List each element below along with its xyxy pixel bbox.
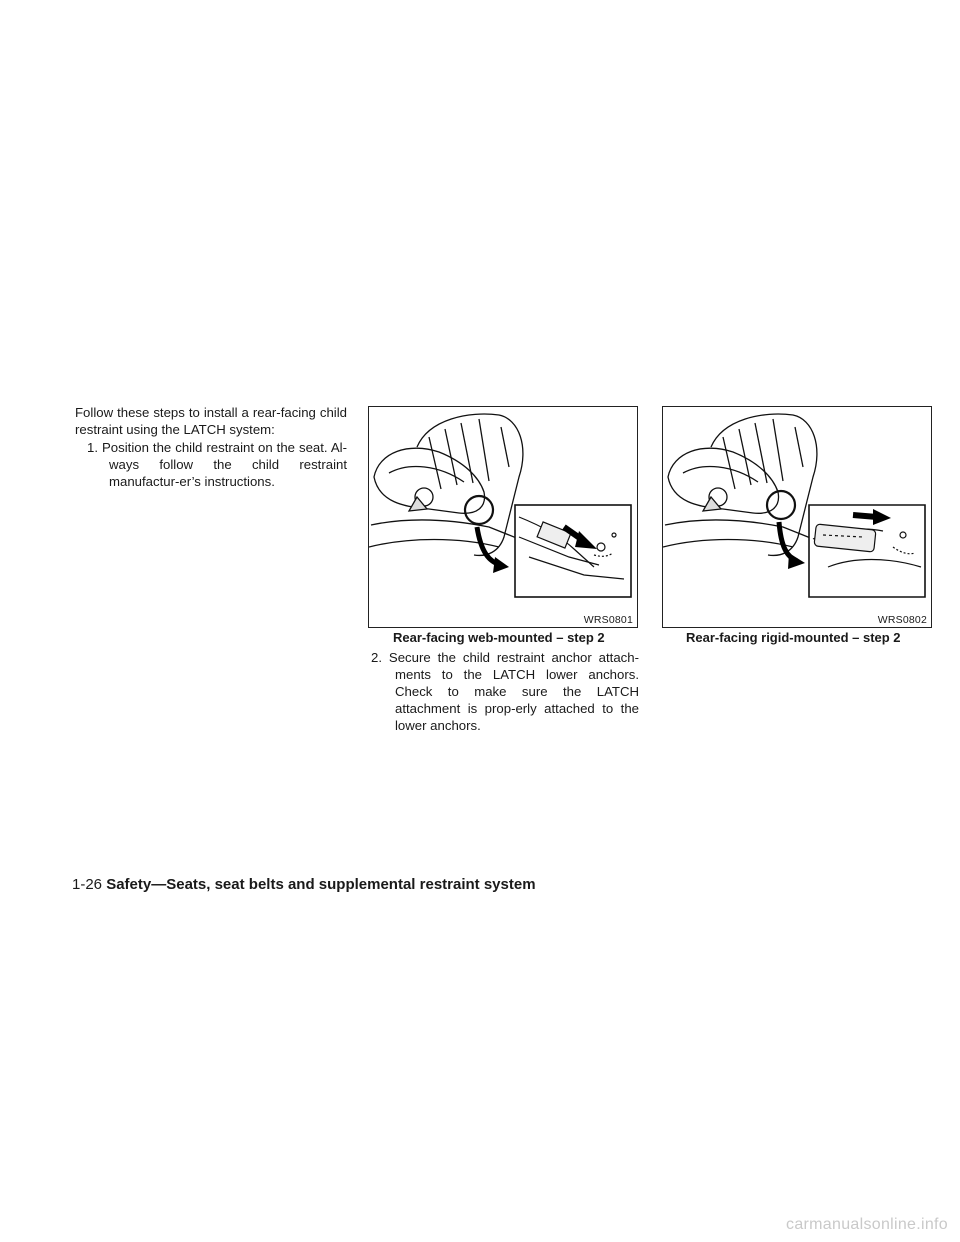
rigid-mounted-illustration bbox=[663, 407, 931, 627]
web-mounted-illustration bbox=[369, 407, 637, 627]
page-footer bbox=[72, 876, 536, 893]
watermark: carmanualsonline.info bbox=[786, 1216, 948, 1233]
step-2-column bbox=[369, 648, 639, 734]
figure-code: WRS0801 bbox=[583, 614, 633, 626]
step-1-number: 1. bbox=[87, 440, 98, 455]
figure-rigid-mounted bbox=[662, 406, 932, 628]
figure-caption-rigid-mounted: Rear-facing rigid-mounted – step 2 bbox=[686, 630, 901, 645]
step-2-number: 2. bbox=[371, 650, 382, 665]
intro-column bbox=[75, 404, 347, 490]
step-1 bbox=[75, 439, 347, 490]
figure-web-mounted bbox=[368, 406, 638, 628]
figure-code: WRS0802 bbox=[877, 614, 927, 626]
step-2-text: Secure the child restraint anchor attach-ments to the LATCH lower anchors. Check to make sure the LATCH attachment is prop-erly attached to the lower anchors. bbox=[388, 650, 639, 733]
page-number: 1-26 bbox=[72, 876, 103, 893]
step-1-text: Position the child restraint on the seat. Al-ways follow the child restraint manufactur-er’s instructions. bbox=[102, 440, 347, 489]
intro-text: Follow these steps to install a rear-facing child restraint using the LATCH system: bbox=[75, 405, 347, 437]
step-2 bbox=[369, 649, 639, 734]
figure-caption-web-mounted: Rear-facing web-mounted – step 2 bbox=[393, 630, 605, 645]
section-title: Safety—Seats, seat belts and supplemental restraint system bbox=[106, 876, 536, 893]
